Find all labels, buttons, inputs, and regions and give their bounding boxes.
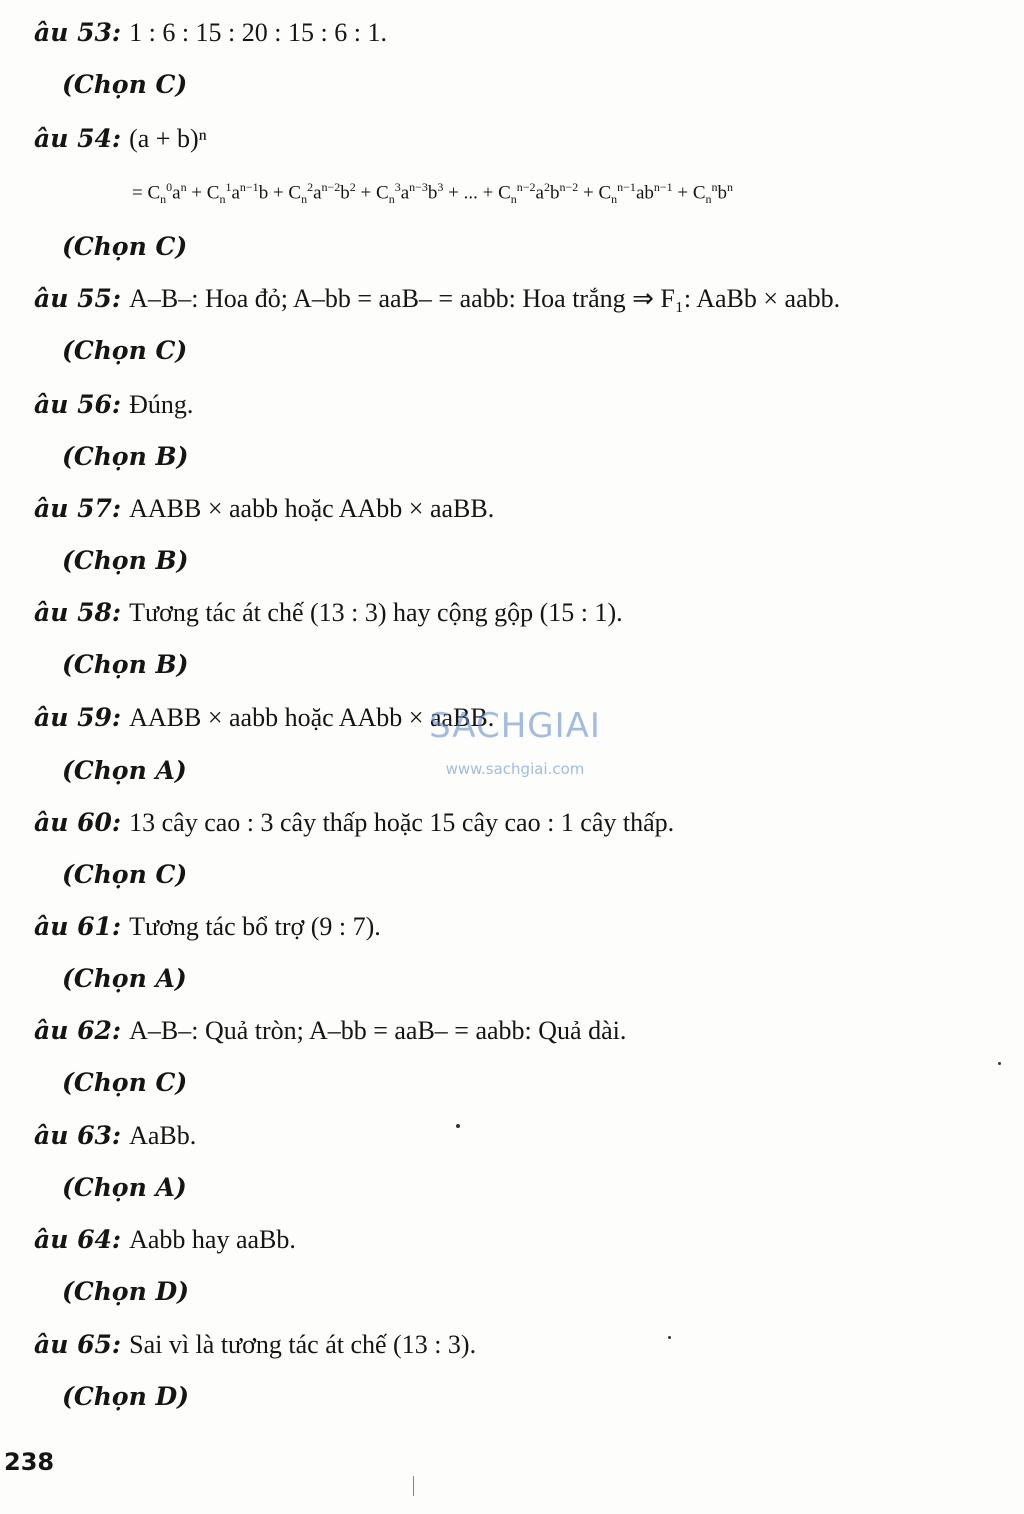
watermark	[410, 706, 620, 778]
question-57	[34, 494, 494, 524]
question-label: âu 57:	[34, 494, 122, 523]
question-label: âu 59:	[34, 703, 122, 732]
question-64	[34, 1225, 296, 1255]
scan-speck	[668, 1336, 671, 1339]
page-number: 238	[4, 1448, 55, 1476]
answer-64: (Chọn D)	[62, 1277, 189, 1306]
watermark-url: www.sachgiai.com	[445, 760, 585, 778]
question-58	[34, 598, 623, 628]
answer-61: (Chọn A)	[62, 964, 187, 993]
question-label: âu 54:	[34, 124, 122, 153]
question-65	[34, 1330, 476, 1360]
answer-65: (Chọn D)	[62, 1382, 189, 1411]
question-text: Đúng.	[129, 390, 194, 419]
scan-mark	[413, 1476, 414, 1496]
question-label: âu 55:	[34, 284, 122, 313]
watermark-logo-text: SACHGIAI	[429, 706, 601, 746]
question-61	[34, 912, 381, 942]
scan-speck	[456, 1124, 460, 1128]
answer-54: (Chọn C)	[62, 232, 188, 261]
question-55	[34, 284, 840, 314]
question-54	[34, 124, 207, 154]
question-text: Tương tác bổ trợ (9 : 7).	[129, 912, 381, 941]
answer-55: (Chọn C)	[62, 336, 188, 365]
question-text: A–B–: Hoa đỏ; A–bb = aaB– = aabb: Hoa trắng ⇒ F₁: AaBb × aabb.	[129, 284, 841, 313]
answer-59: (Chọn A)	[62, 756, 187, 785]
question-text: Aabb hay aaBb.	[129, 1225, 296, 1254]
answer-56: (Chọn B)	[62, 442, 189, 471]
question-62	[34, 1016, 626, 1046]
question-label: âu 60:	[34, 808, 122, 837]
answer-58: (Chọn B)	[62, 650, 189, 679]
question-label: âu 58:	[34, 598, 122, 627]
question-label: âu 53:	[34, 18, 122, 47]
scan-speck	[998, 1062, 1001, 1065]
question-label: âu 56:	[34, 390, 122, 419]
question-label: âu 64:	[34, 1225, 122, 1254]
question-label: âu 65:	[34, 1330, 122, 1359]
question-56	[34, 390, 193, 420]
question-63	[34, 1121, 196, 1151]
question-60	[34, 808, 674, 838]
question-text: AABB × aabb hoặc AAbb × aaBB.	[129, 703, 495, 732]
question-label: âu 62:	[34, 1016, 122, 1045]
binomial-expansion-formula: = $C_n^0a^n + C_n^1a^{n-1}b + C_n^2a^{n-2}b^2 + C_n^3a^{n-3}b^3$ + ... + $C_n^{n-2}a^2b^{n-2} + C_n^{n-1}ab^{n-1} + C_n^nb^n$	[132, 180, 734, 207]
question-text: AaBb.	[129, 1121, 197, 1150]
answer-63: (Chọn A)	[62, 1173, 187, 1202]
question-label: âu 63:	[34, 1121, 122, 1150]
question-text: Tương tác át chế (13 : 3) hay cộng gộp (15 : 1).	[129, 598, 623, 627]
answer-57: (Chọn B)	[62, 546, 189, 575]
question-text: (a + b)ⁿ	[129, 124, 207, 153]
question-text: A–B–: Quả tròn; A–bb = aaB– = aabb: Quả dài.	[129, 1016, 627, 1045]
answer-60: (Chọn C)	[62, 860, 188, 889]
answer-62: (Chọn C)	[62, 1068, 188, 1097]
answer-53: (Chọn C)	[62, 70, 188, 99]
question-text: 13 cây cao : 3 cây thấp hoặc 15 cây cao : 1 cây thấp.	[129, 808, 675, 837]
question-label: âu 61:	[34, 912, 122, 941]
question-text: 1 : 6 : 15 : 20 : 15 : 6 : 1.	[129, 18, 387, 47]
question-text: AABB × aabb hoặc AAbb × aaBB.	[129, 494, 495, 523]
question-53	[34, 18, 387, 48]
question-text: Sai vì là tương tác át chế (13 : 3).	[129, 1330, 477, 1359]
